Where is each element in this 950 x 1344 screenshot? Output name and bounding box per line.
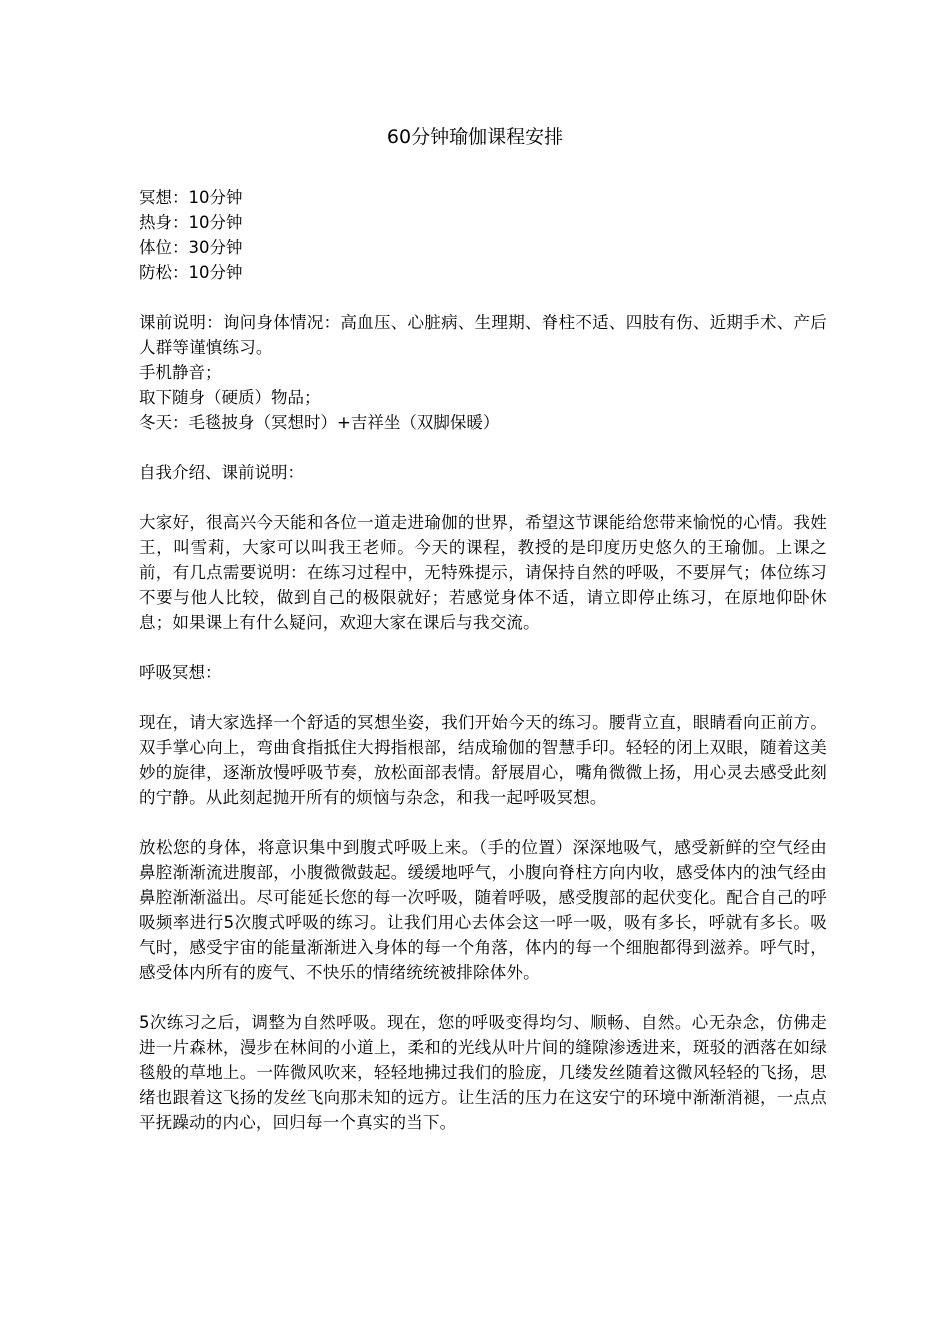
spacer (139, 810, 827, 835)
spacer (139, 635, 827, 660)
pre-class-item-phone: 手机静音； (139, 363, 222, 382)
spacer (139, 685, 827, 710)
schedule-item-relaxation: 防松：10分钟 (139, 263, 243, 282)
intro-paragraph: 大家好，很高兴今天能和各位一道走进瑜伽的世界，希望这节课能给您带来愉悦的心情。我姓王，叫雪莉，大家可以叫我王老师。今天的课程，教授的是印度历史悠久的王瑜伽。上课之前，有几点需要说明：在练习过程中，无特殊提示，请保持自然的呼吸，不要屏气；体位练习不要与他人比较，做到自己的极限就好；若感觉身体不适，请立即停止练习，在原地仰卧休息；如果课上有什么疑问，欢迎大家在课后与我交流。 (139, 513, 827, 632)
spacer (139, 285, 827, 310)
pre-class-item-winter: 冬天：毛毯披身（冥想时）+吉祥坐（双脚保暖） (139, 413, 500, 432)
breathing-paragraph-3: 5次练习之后，调整为自然呼吸。现在，您的呼吸变得均匀、顺畅、自然。心无杂念，仿佛走进一片森林，漫步在林间的小道上，柔和的光线从叶片间的缝隙渗透进来，斑驳的洒落在如绿毯般的草地上。一阵微风吹来，轻轻地拂过我们的脸庞，几缕发丝随着这微风轻轻的飞扬，思绪也跟着这飞扬的发丝飞向那未知的远方。让生活的压力在这安宁的环境中渐渐消褪，一点点平抚躁动的内心，回归每一个真实的当下。 (139, 1013, 827, 1132)
breathing-paragraph-1: 现在，请大家选择一个舒适的冥想坐姿，我们开始今天的练习。腰背立直，眼睛看向正前方。双手掌心向上，弯曲食指抵住大拇指根部，结成瑜伽的智慧手印。轻轻的闭上双眼，随着这美妙的旋律，逐渐放慢呼吸节奏，放松面部表情。舒展眉心，嘴角微微上扬，用心灵去感受此刻的宁静。从此刻起抛开所有的烦恼与杂念，和我一起呼吸冥想。 (139, 713, 827, 807)
breathing-heading: 呼吸冥想： (139, 663, 222, 682)
breathing-paragraph-2: 放松您的身体，将意识集中到腹式呼吸上来。（手的位置）深深地吸气，感受新鲜的空气经由鼻腔渐渐流进腹部，小腹微微鼓起。缓缓地呼气，小腹向脊柱方向内收，感受体内的浊气经由鼻腔渐渐溢出。尽可能延长您的每一次呼吸，随着呼吸，感受腹部的起伏变化。配合自己的呼吸频率进行5次腹式呼吸的练习。让我们用心去体会这一呼一吸，吸有多长，呼就有多长。吸气时，感受宇宙的能量渐渐进入身体的每一个角落，体内的每一个细胞都得到滋养。呼气时，感受体内所有的废气、不快乐的情绪统统被排除体外。 (139, 838, 827, 982)
spacer (139, 485, 827, 510)
document-body (139, 185, 827, 1135)
schedule-item-meditation: 冥想：10分钟 (139, 188, 243, 207)
document-title: 60分钟瑜伽课程安排 (386, 126, 564, 148)
spacer (139, 435, 827, 460)
intro-heading: 自我介绍、课前说明： (139, 463, 304, 482)
spacer (139, 985, 827, 1010)
schedule-item-warmup: 热身：10分钟 (139, 213, 243, 232)
pre-class-item-belongings: 取下随身（硬质）物品； (139, 388, 321, 407)
pre-class-note: 课前说明：询问身体情况：高血压、心脏病、生理期、脊柱不适、四肢有伤、近期手术、产后人群等谨慎练习。 (139, 313, 827, 357)
schedule-item-postures: 体位：30分钟 (139, 238, 243, 257)
